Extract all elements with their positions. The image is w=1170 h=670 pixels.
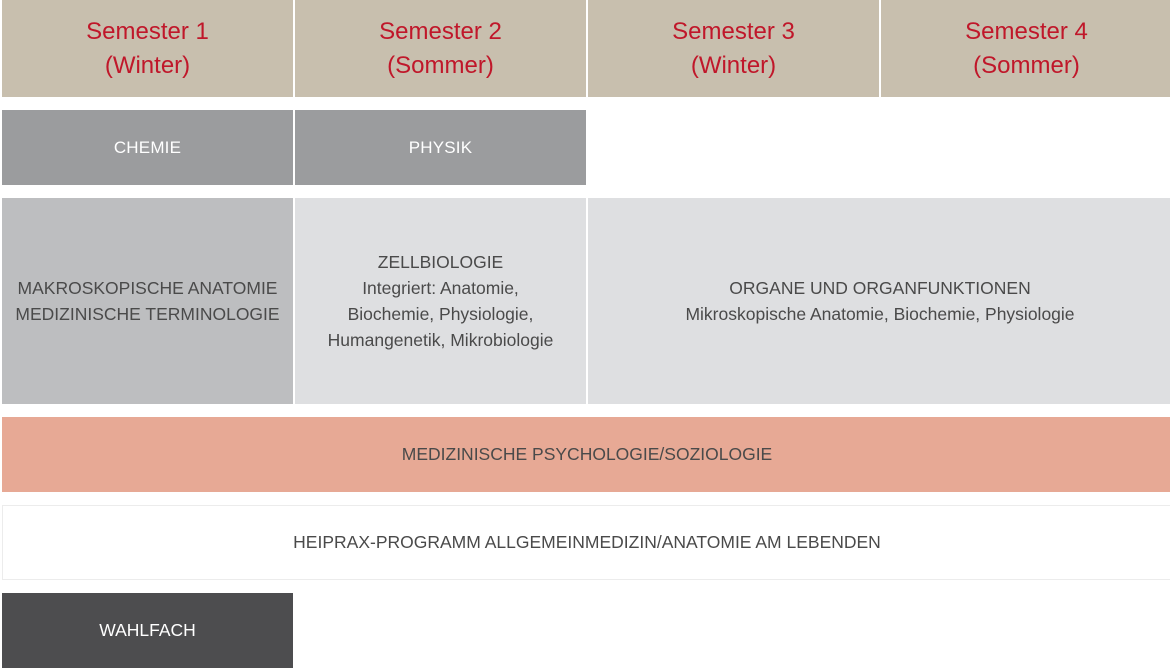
module-anatomie-line1: MAKROSKOPISCHE ANATOMIE bbox=[17, 278, 278, 298]
module-heiprax bbox=[2, 505, 1170, 580]
module-chemie-label: CHEMIE bbox=[113, 137, 182, 157]
module-organe bbox=[588, 198, 1170, 404]
module-heiprax-label: HEIPRAX-PROGRAMM ALLGEMEINMEDIZIN/ANATOMIE AM LEBENDEN bbox=[293, 532, 881, 552]
module-organe-title: ORGANE UND ORGANFUNKTIONEN bbox=[729, 278, 1031, 298]
module-physik bbox=[295, 110, 586, 185]
semester-4-header bbox=[881, 0, 1170, 97]
module-chemie bbox=[2, 110, 293, 185]
semester-2-header bbox=[295, 0, 586, 97]
semester-1-header bbox=[2, 0, 293, 97]
module-psychologie-label: MEDIZINISCHE PSYCHOLOGIE/SOZIOLOGIE bbox=[401, 444, 773, 464]
module-organe-subtitle: Mikroskopische Anatomie, Biochemie, Physiologie bbox=[685, 304, 1075, 324]
module-zellbiologie-title: ZELLBIOLOGIE bbox=[377, 252, 504, 272]
semester-2-title: Semester 2 bbox=[379, 17, 502, 45]
semester-2-season: (Sommer) bbox=[387, 51, 494, 79]
semester-4-title: Semester 4 bbox=[965, 17, 1088, 45]
module-zellbiologie-line3: Humangenetik, Mikrobiologie bbox=[327, 330, 554, 350]
module-anatomie-line2: MEDIZINISCHE TERMINOLOGIE bbox=[15, 304, 280, 324]
module-wahlfach bbox=[2, 593, 293, 668]
semester-3-header bbox=[588, 0, 879, 97]
semester-1-title: Semester 1 bbox=[86, 17, 209, 45]
module-anatomie bbox=[2, 198, 293, 404]
semester-3-title: Semester 3 bbox=[672, 17, 795, 45]
semester-4-season: (Sommer) bbox=[973, 51, 1080, 79]
module-zellbiologie bbox=[295, 198, 586, 404]
semester-3-season: (Winter) bbox=[690, 51, 777, 79]
module-physik-label: PHYSIK bbox=[408, 137, 473, 157]
module-psychologie bbox=[2, 417, 1170, 492]
semester-1-season: (Winter) bbox=[104, 51, 191, 79]
module-zellbiologie-line1: Integriert: Anatomie, bbox=[362, 278, 519, 298]
module-wahlfach-label: WAHLFACH bbox=[99, 620, 196, 640]
module-zellbiologie-line2: Biochemie, Physiologie, bbox=[347, 304, 534, 324]
